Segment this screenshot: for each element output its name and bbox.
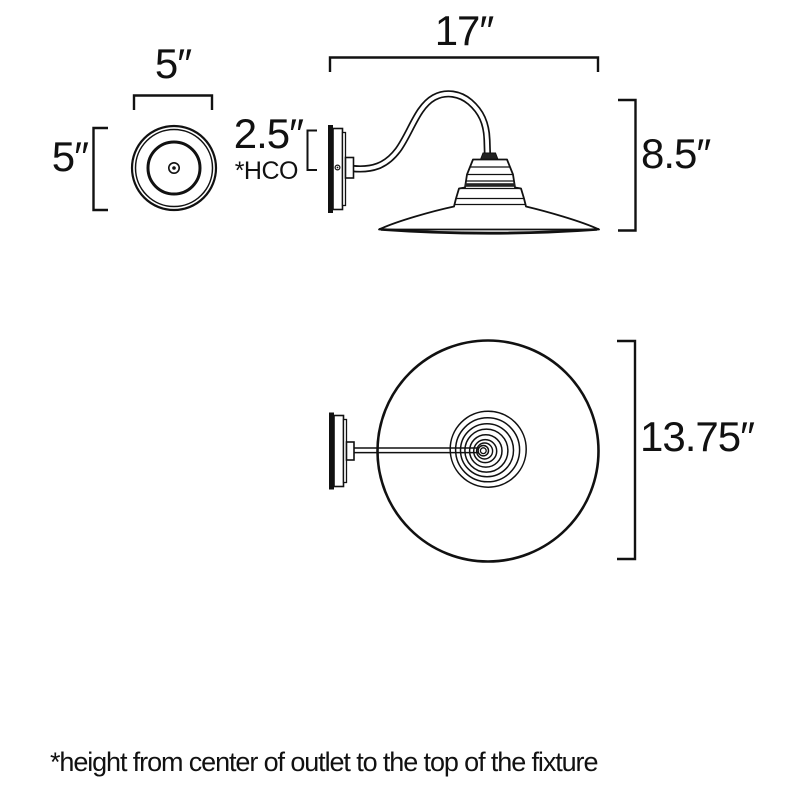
front-view-backplate (94, 96, 217, 211)
top-view-fixture (329, 341, 635, 562)
front-height-bracket (94, 128, 109, 210)
footnote-text: *height from center of outlet to the top of the fixture (50, 747, 598, 777)
side-height-label: 8.5″ (641, 130, 711, 177)
gooseneck-arm (352, 94, 488, 169)
front-width-label: 5″ (154, 40, 192, 87)
hco-note-label: *HCO (234, 157, 298, 185)
top-depth-label: 13.75″ (640, 413, 754, 460)
arm-mount-block (346, 158, 354, 179)
shade-outline (379, 160, 599, 230)
side-width-label: 17″ (434, 7, 494, 54)
side-view-fixture (308, 58, 636, 235)
shade-collar (481, 153, 499, 160)
arm-mount-block-top (347, 442, 355, 460)
side-width-bracket (330, 58, 598, 73)
front-width-bracket (134, 96, 212, 111)
shade-dark-band (465, 183, 515, 187)
side-height-bracket (618, 100, 636, 231)
arm-tip-circle (478, 446, 488, 456)
hco-value-label: 2.5″ (233, 110, 303, 157)
front-height-label: 5″ (51, 133, 88, 180)
hco-bracket (308, 131, 318, 171)
top-depth-bracket (617, 341, 635, 559)
